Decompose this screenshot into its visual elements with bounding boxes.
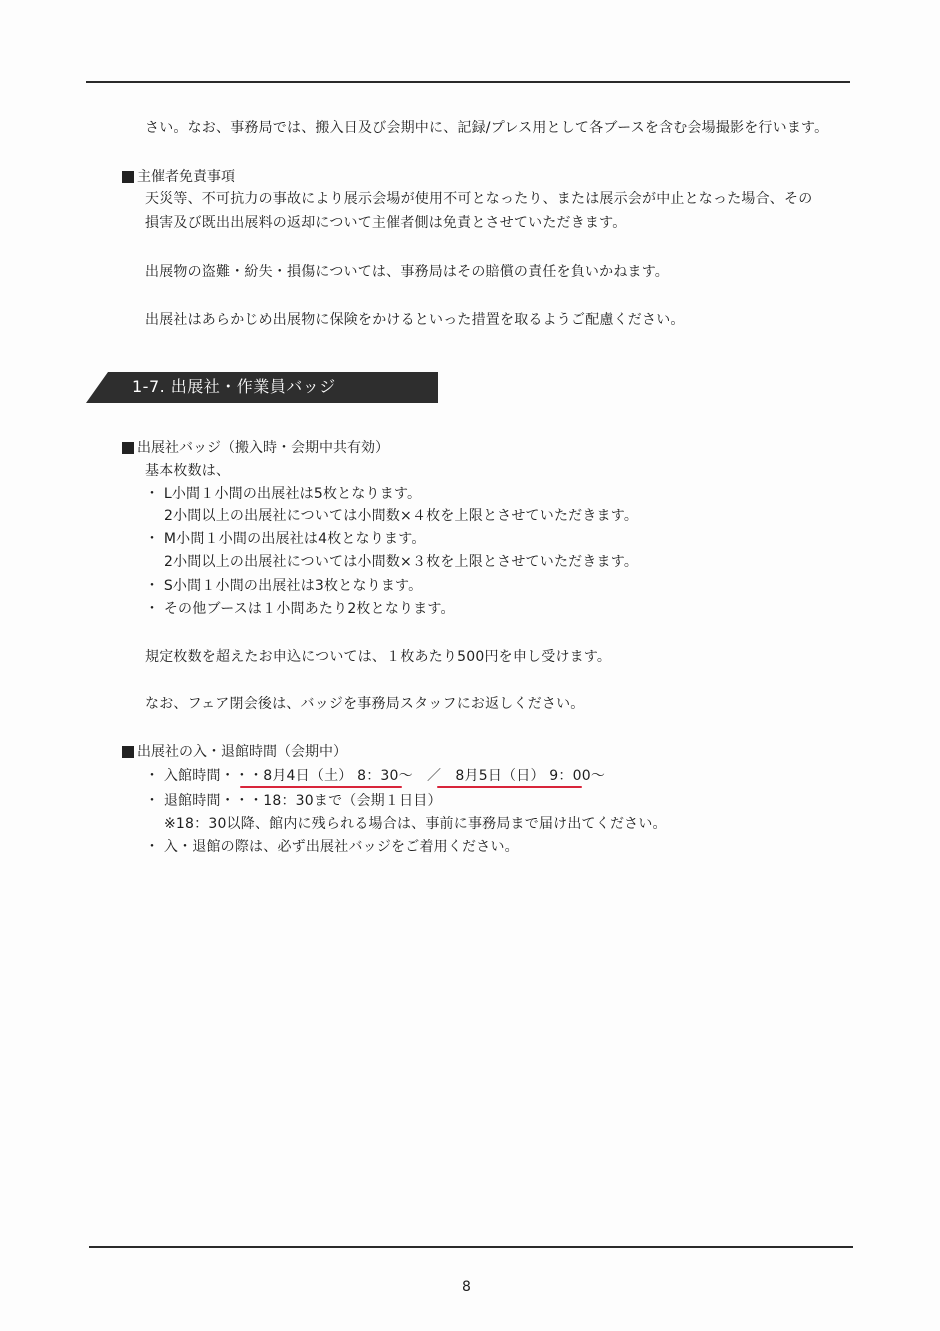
badge-line: 2小間以上の出展社については小間数×３枚を上限とさせていただきます。 — [164, 554, 639, 570]
badge-line: 基本枚数は、 — [145, 463, 231, 479]
badge-line: ・ M小間１小間の出展社は4枚となります。 — [145, 531, 426, 547]
page-number: 8 — [462, 1279, 471, 1295]
badge-heading — [122, 439, 389, 457]
hours-heading — [122, 743, 347, 761]
disclaimer-line: 出展物の盗難・紛失・損傷については、事務局はその賠償の責任を負いかねます。 — [145, 264, 669, 280]
badge-line: 2小間以上の出展社については小間数×４枚を上限とさせていただきます。 — [164, 508, 639, 524]
badge-heading-text: 出展社バッジ（搬入時・会期中共有効） — [137, 440, 389, 456]
hours-line: ・ 入・退館の際は、必ず出展社バッジをご着用ください。 — [145, 839, 519, 855]
intro-line: さい。なお、事務局では、搬入日及び会期中に、記録/プレス用として各ブースを含む会場撮影を行います。 — [145, 120, 829, 136]
section-banner — [86, 372, 438, 403]
red-underline — [437, 786, 582, 788]
disclaimer-heading — [122, 168, 235, 186]
disclaimer-line: 出展社はあらかじめ出展物に保険をかけるといった措置を取るようご配慮ください。 — [145, 312, 685, 328]
hours-line: ※18：30以降、館内に残られる場合は、事前に事務局まで届け出てください。 — [164, 816, 667, 832]
hours-line: ・ 退館時間・・・18：30まで（会期１日目） — [145, 793, 442, 809]
disclaimer-line: 天災等、不可抗力の事故により展示会場が使用不可となったり、または展示会が中止となった場合、その — [145, 191, 813, 207]
badge-line: なお、フェア閉会後は、バッジを事務局スタッフにお返しください。 — [145, 696, 585, 712]
bottom-rule — [89, 1246, 853, 1248]
badge-line: ・ L小間１小間の出展社は5枚となります。 — [145, 486, 422, 502]
badge-line: ・ その他ブースは１小間あたり2枚となります。 — [145, 601, 455, 617]
section-banner-title: 1-7. 出展社・作業員バッジ — [132, 377, 336, 396]
square-bullet-icon — [122, 746, 134, 758]
square-bullet-icon — [122, 442, 134, 454]
badge-line: ・ S小間１小間の出展社は3枚となります。 — [145, 578, 423, 594]
hours-heading-text: 出展社の入・退館時間（会期中） — [137, 744, 347, 760]
top-rule — [86, 81, 850, 83]
disclaimer-line: 損害及び既出出展料の返却について主催者側は免責とさせていただきます。 — [145, 215, 627, 231]
red-underline — [240, 786, 402, 788]
square-bullet-icon — [122, 171, 134, 183]
badge-line: 規定枚数を超えたお申込については、１枚あたり500円を申し受けます。 — [145, 649, 612, 665]
hours-line: ・ 入館時間・・・8月4日（土） 8：30～ ／ 8月5日（日） 9：00～ — [145, 768, 606, 784]
disclaimer-heading-text: 主催者免責事項 — [137, 169, 235, 185]
